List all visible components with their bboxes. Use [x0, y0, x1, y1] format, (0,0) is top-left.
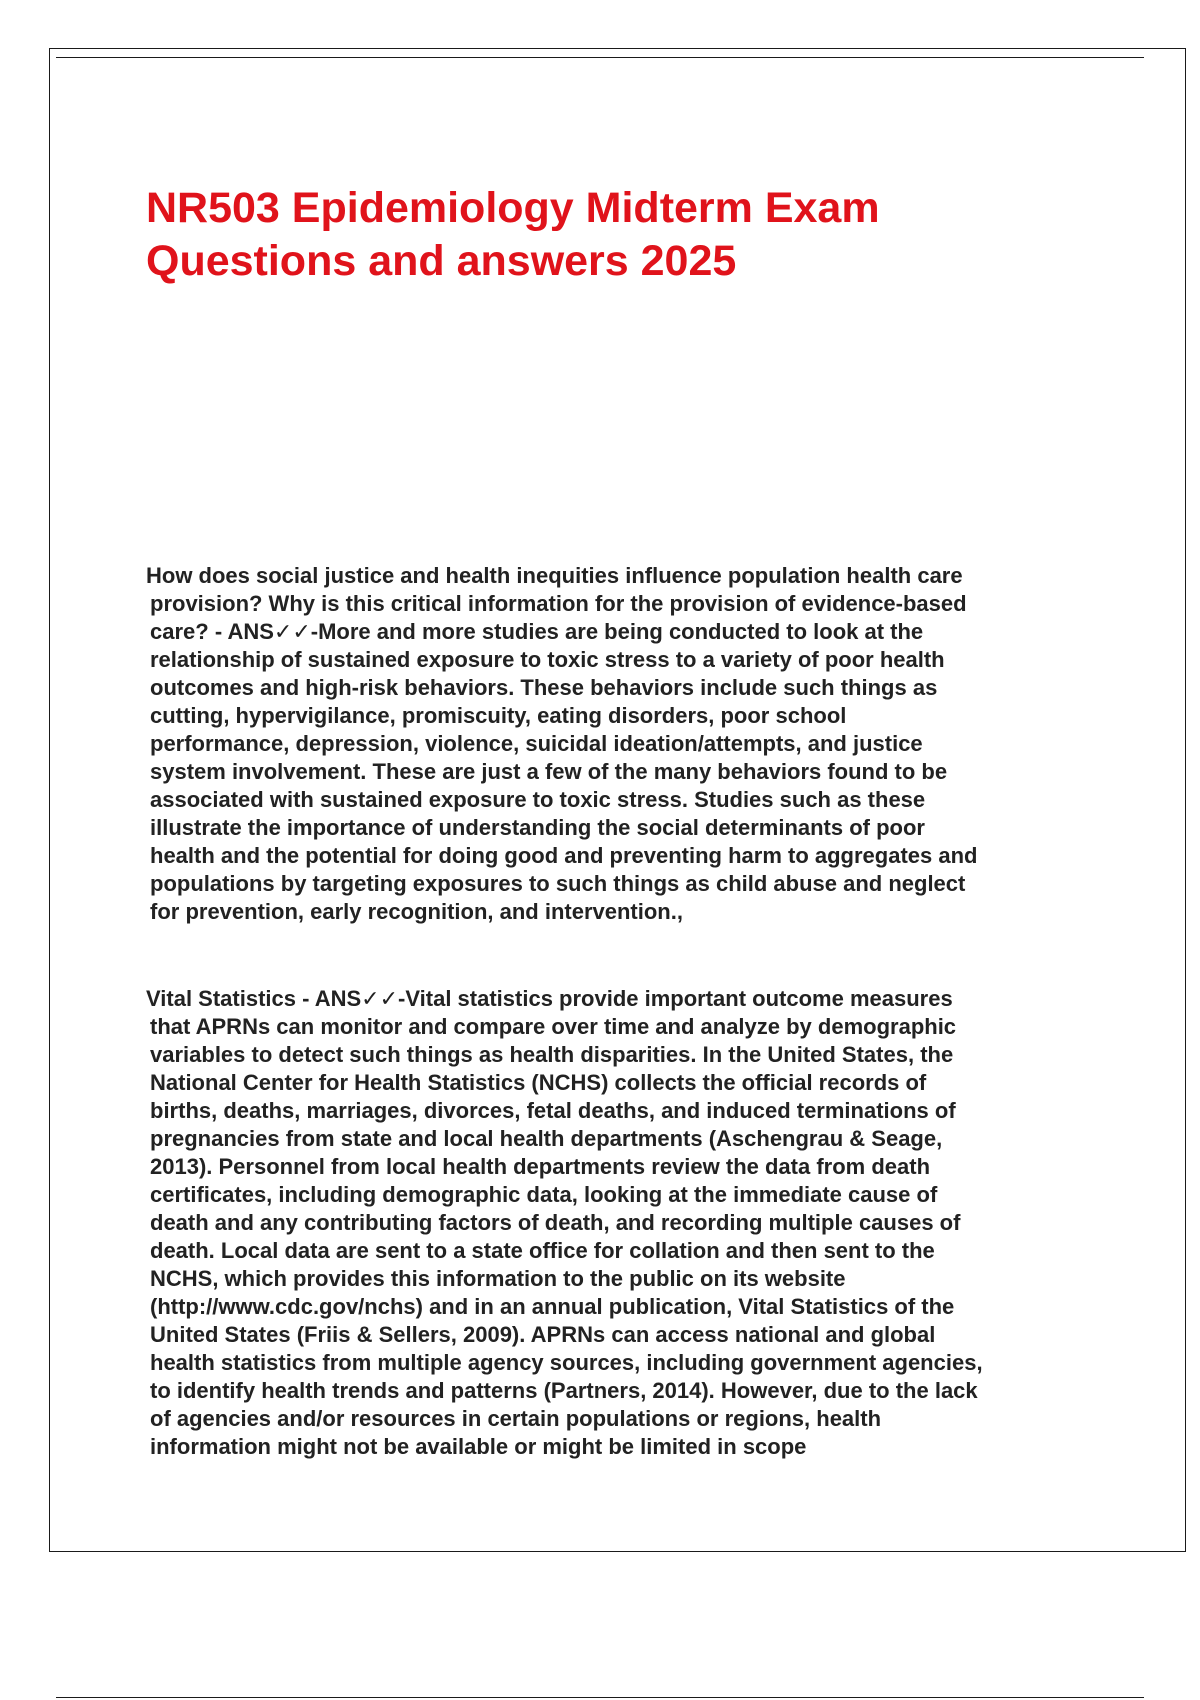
- qa-line: that APRNs can monitor and compare over time and analyze by demographic: [150, 1014, 957, 1039]
- qa-line: How does social justice and health inequities influence population health care: [146, 563, 963, 588]
- qa-line: to identify health trends and patterns (Partners, 2014). However, due to the lack: [150, 1378, 978, 1403]
- qa-line: relationship of sustained exposure to toxic stress to a variety of poor health: [150, 647, 945, 672]
- qa-vital-statistics: [146, 985, 1096, 1461]
- qa-line: associated with sustained exposure to toxic stress. Studies such as these: [150, 787, 926, 812]
- qa-line: National Center for Health Statistics (NCHS) collects the official records of: [150, 1070, 927, 1095]
- qa-line: outcomes and high-risk behaviors. These behaviors include such things as: [150, 675, 938, 700]
- qa-line: populations by targeting exposures to such things as child abuse and neglect: [150, 871, 966, 896]
- qa-line: of agencies and/or resources in certain populations or regions, health: [150, 1406, 882, 1431]
- qa-line: for prevention, early recognition, and intervention.,: [150, 899, 683, 924]
- document-title-line: Questions and answers 2025: [146, 237, 737, 285]
- qa-line: death. Local data are sent to a state office for collation and then sent to the: [150, 1238, 935, 1263]
- qa-line: (http://www.cdc.gov/nchs) and in an annual publication, Vital Statistics of the: [150, 1294, 955, 1319]
- qa-line: performance, depression, violence, suicidal ideation/attempts, and justice: [150, 731, 923, 756]
- qa-line: pregnancies from state and local health departments (Aschengrau & Seage,: [150, 1126, 943, 1151]
- bottom-rule: [56, 1697, 1144, 1698]
- qa-line: Vital Statistics - ANS✓✓-Vital statistics provide important outcome measures: [146, 986, 953, 1011]
- qa-line: 2013). Personnel from local health departments review the data from death: [150, 1154, 931, 1179]
- document-title-line: NR503 Epidemiology Midterm Exam: [146, 184, 880, 232]
- top-rule: [56, 57, 1144, 58]
- qa-line: care? - ANS✓✓-More and more studies are being conducted to look at the: [150, 619, 924, 644]
- qa-line: death and any contributing factors of death, and recording multiple causes of: [150, 1210, 961, 1235]
- qa-social-justice: [146, 562, 1096, 926]
- qa-line: certificates, including demographic data, looking at the immediate cause of: [150, 1182, 938, 1207]
- qa-line: health statistics from multiple agency sources, including government agencies,: [150, 1350, 983, 1375]
- qa-line: variables to detect such things as health disparities. In the United States, the: [150, 1042, 954, 1067]
- qa-line: health and the potential for doing good and preventing harm to aggregates and: [150, 843, 978, 868]
- qa-line: information might not be available or might be limited in scope: [150, 1434, 807, 1459]
- qa-line: provision? Why is this critical information for the provision of evidence-based: [150, 591, 967, 616]
- qa-line: NCHS, which provides this information to the public on its website: [150, 1266, 846, 1291]
- qa-line: births, deaths, marriages, divorces, fetal deaths, and induced terminations of: [150, 1098, 956, 1123]
- qa-line: United States (Friis & Sellers, 2009). APRNs can access national and global: [150, 1322, 936, 1347]
- qa-line: cutting, hypervigilance, promiscuity, eating disorders, poor school: [150, 703, 847, 728]
- qa-line: system involvement. These are just a few of the many behaviors found to be: [150, 759, 948, 784]
- document-title: [146, 182, 1046, 288]
- qa-line: illustrate the importance of understanding the social determinants of poor: [150, 815, 925, 840]
